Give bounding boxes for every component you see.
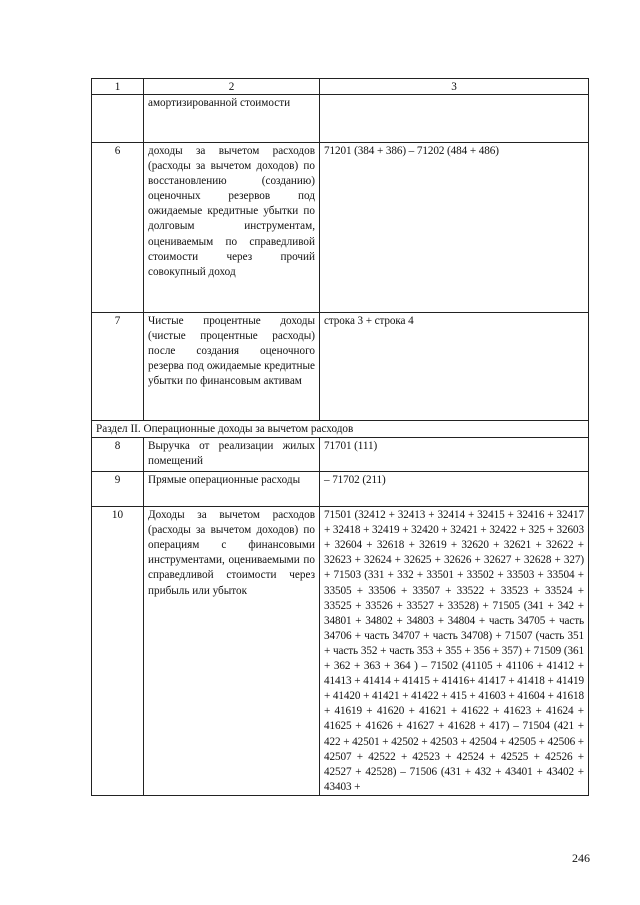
row-formula-cell	[320, 95, 589, 143]
row-formula-cell: 71501 (32412 + 32413 + 32414 + 32415 + 32416 + 32417 + 32418 + 32419 + 32420 + 32421 + 32422 + 325 + 32603 + 32604 + 32618 + 32619 + 32620 + 32621 + 32622 + 32623 + 32624 + 32625 + 32626 + 32627 + 32628 + 327) + 71503 (331 + 332 + 33501 + 33502 + 33503 + 33504 + 33505 + 33506 + 33507 + 33522 + 33523 + 33524 + 33525 + 33526 + 33527 + 33528) + 71505 (341 + 342 + 34801 + 34802 + 34803 + 34804 + часть 34705 + часть 34706 + часть 34707 + часть 34708) + 71507 (часть 351 + часть 352 + часть 353 + 355 + 356 + 357) + 71509 (361 + 362 + 363 + 364 ) – 71502 (41105 + 41106 + 41412 + 41413 + 41414 + 41415 + 41416+ 41417 + 41418 + 41419 + 41420 + 41421 + 41422 + 415 + 41603 + 41604 + 41618 + 41619 + 41620 + 41621 + 41622 + 41623 + 41624 + 41625 + 41626 + 41627 + 41628 + 417) – 71504 (421 + 422 + 42501 + 42502 + 42503 + 42504 + 42505 + 42506 + 42507 + 42522 + 42523 + 42524 + 42525 + 42526 + 42527 + 42528) – 71506 (431 + 432 + 43401 + 43402 + 43403 +	[320, 507, 589, 796]
row-name-cell: амортизированной стоимости	[144, 95, 320, 143]
row-name-cell: Чистые процентные доходы (чистые процентные расходы) после создания оценочного резерва под ожидаемые кредитные убытки по финансовым активам	[144, 313, 320, 421]
table-row-7	[92, 313, 589, 421]
row-number-cell: 9	[92, 472, 144, 507]
row-number-cell: 6	[92, 143, 144, 313]
table-row-continuation	[92, 95, 589, 143]
section-title: Раздел II. Операционные доходы за вычетом расходов	[92, 421, 589, 438]
row-name-cell: Доходы за вычетом расходов (расходы за вычетом доходов) по операциям с финансовыми инструментами, оцениваемыми по справедливой стоимости через прибыль или убыток	[144, 507, 320, 796]
row-number-cell: 7	[92, 313, 144, 421]
row-formula-cell: 71701 (111)	[320, 438, 589, 472]
row-name-cell: Прямые операционные расходы	[144, 472, 320, 507]
row-number-cell: 8	[92, 438, 144, 472]
column-header-3: 3	[320, 79, 589, 95]
reporting-table	[91, 78, 589, 796]
table-row-9	[92, 472, 589, 507]
column-header-2: 2	[144, 79, 320, 95]
table-header-row	[92, 79, 589, 95]
table-row-10	[92, 507, 589, 796]
column-header-1: 1	[92, 79, 144, 95]
table-row-8	[92, 438, 589, 472]
row-formula-cell: 71201 (384 + 386) – 71202 (484 + 486)	[320, 143, 589, 313]
row-number-cell	[92, 95, 144, 143]
row-name-cell: Выручка от реализации жилых помещений	[144, 438, 320, 472]
table-row-6	[92, 143, 589, 313]
page-number: 246	[572, 851, 590, 865]
row-name-cell: доходы за вычетом расходов (расходы за вычетом доходов) по восстановлению (созданию) оценочных резервов под ожидаемые кредитные убытки по долговым инструментам, оцениваемым по справедливой стоимости через прочий совокупный доход	[144, 143, 320, 313]
row-formula-cell: строка 3 + строка 4	[320, 313, 589, 421]
section-header-row	[92, 421, 589, 438]
row-formula-cell: – 71702 (211)	[320, 472, 589, 507]
row-number-cell: 10	[92, 507, 144, 796]
